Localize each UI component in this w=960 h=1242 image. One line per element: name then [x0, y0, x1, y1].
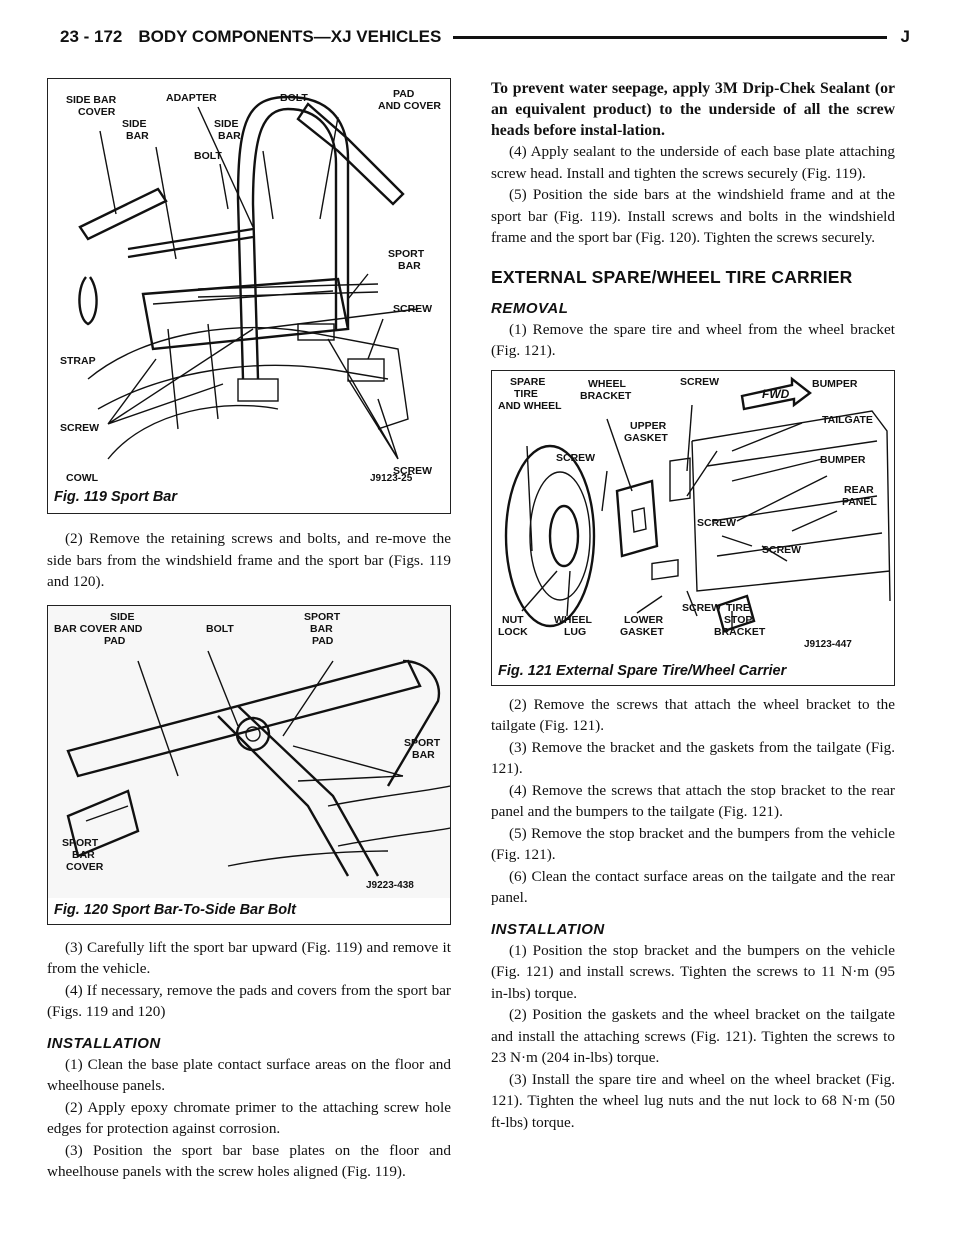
- label-side-bar-cover-2: COVER: [78, 106, 116, 118]
- label-sport-bar-2: BAR: [412, 748, 435, 761]
- label-lower-gasket-1: LOWER: [624, 613, 664, 626]
- label-side-bar-cover-1: SIDE BAR: [66, 94, 117, 106]
- label-spare-2: TIRE: [514, 387, 538, 400]
- label-sport-bar-cover-3: COVER: [66, 860, 104, 873]
- label-sport-bar-1: SPORT: [404, 736, 441, 749]
- label-tire-stop-3: BRACKET: [714, 625, 766, 638]
- paragraph: (1) Clean the base plate contact surface areas on the floor and wheelhouse panels.: [47, 1055, 451, 1094]
- label-sport-bar-pad-2: BAR: [310, 622, 333, 635]
- svg-text:REARPANEL: [842, 484, 877, 508]
- paragraph: (5) Remove the stop bracket and the bumpers from the vehicle (Fig. 121).: [491, 824, 895, 863]
- figure-119: [47, 78, 451, 514]
- label-spare-1: SPARE: [510, 375, 546, 388]
- figure-120: [47, 605, 451, 925]
- label-bolt-a: BOLT: [194, 150, 222, 162]
- label-pad-cover-1: PAD: [393, 88, 415, 100]
- paragraph: (2) Position the gaskets and the wheel bracket on the tailgate and install the attaching screws (Fig. 121). Tighten the screws to 23 N·m (204 in-lbs) torque.: [491, 1006, 895, 1066]
- svg-text:SPARETIREAND WHEEL: [498, 376, 562, 412]
- label-upper-gasket-2: GASKET: [624, 431, 668, 444]
- label-bumper-2: BUMPER: [820, 453, 866, 466]
- page-number: 23 - 172: [60, 27, 123, 46]
- svg-text:SPORTBAR: [388, 248, 425, 272]
- label-strap: STRAP: [60, 355, 96, 367]
- svg-text:LOWERGASKET: [620, 614, 664, 638]
- paragraph: (3) Position the sport bar base plates on the floor and wheelhouse panels with the screw holes aligned (Fig. 119).: [47, 1141, 451, 1180]
- paragraph: (6) Clean the contact surface areas on the tailgate and the rear panel.: [491, 867, 895, 906]
- label-wheel-lug-1: WHEEL: [554, 613, 592, 626]
- sealant-note: To prevent water seepage, apply 3M Drip-Chek Sealant (or an equivalent product) to the underside of all the screw heads before instal-lation.: [491, 80, 895, 139]
- paragraph: (1) Position the stop bracket and the bumpers on the vehicle (Fig. 121) and install screws. Tighten the screws to 11 N·m (95 in-lbs) torque.: [491, 941, 895, 1002]
- right-column: [491, 78, 895, 1133]
- installation-heading: INSTALLATION: [47, 1034, 161, 1052]
- left-column: [47, 78, 451, 1183]
- label-upper-gasket-1: UPPER: [630, 419, 667, 432]
- label-sport-bar-1: SPORT: [388, 248, 425, 260]
- label-spare-3: AND WHEEL: [498, 399, 562, 412]
- label-side-bar-a-1: SIDE: [122, 118, 147, 130]
- svg-text:WHEELBRACKET: [580, 378, 632, 402]
- sport-bar-bolt-illustration: [48, 606, 450, 898]
- svg-text:SIDEBAR: [214, 118, 241, 142]
- paragraph: (3) Remove the bracket and the gaskets from the tailgate (Fig. 121).: [491, 738, 895, 777]
- label-screw-c: SCREW: [393, 465, 433, 477]
- paragraph: (5) Position the side bars at the windshield frame and at the sport bar (Fig. 119). Install screws and bolts in the windshield frame and the sport bar (Fig. 120). Tighten the screws securely.: [491, 186, 895, 246]
- label-cowl: COWL: [66, 472, 99, 484]
- label-nut-lock-1: NUT: [502, 613, 524, 626]
- figure-code-119: J9123-25: [370, 473, 413, 484]
- label-side-1: SIDE: [110, 610, 135, 623]
- label-wheel-bracket-2: BRACKET: [580, 389, 632, 402]
- label-screw-1: SCREW: [680, 375, 720, 388]
- label-wheel-bracket-1: WHEEL: [588, 377, 626, 390]
- spare-tire-carrier-illustration: [492, 371, 894, 659]
- svg-text:SIDEBAR: [122, 118, 149, 142]
- sport-bar-illustration: [48, 79, 450, 485]
- paragraph: (2) Apply epoxy chromate primer to the attaching screw hole edges for protection against corrosion.: [47, 1098, 451, 1137]
- label-rear-panel-2: PANEL: [842, 495, 877, 508]
- label-tailgate: TAILGATE: [822, 413, 873, 426]
- label-pad-cover-2: AND COVER: [378, 100, 442, 112]
- removal-heading: REMOVAL: [491, 299, 569, 317]
- label-adapter: ADAPTER: [166, 92, 217, 104]
- paragraph: (4) Apply sealant to the underside of each base plate attaching screw head. Install and tighten the screws securely (Fig. 119).: [491, 143, 895, 182]
- svg-text:NUTLOCK: [498, 614, 528, 638]
- label-side-3: PAD: [104, 634, 126, 647]
- label-sport-bar-pad-3: PAD: [312, 634, 334, 647]
- label-bolt-b: BOLT: [280, 92, 308, 104]
- figure-code-121: J9123-447: [804, 638, 852, 650]
- label-tire-stop-1: TIRE: [726, 601, 750, 614]
- paragraph: (2) Remove the screws that attach the wheel bracket to the tailgate (Fig. 121).: [491, 695, 895, 734]
- figure-120-caption: Fig. 120 Sport Bar-To-Side Bar Bolt: [54, 901, 296, 918]
- svg-text:UPPERGASKET: [624, 420, 668, 444]
- fwd-arrow-label: FWD: [762, 386, 790, 401]
- paragraph: (4) If necessary, remove the pads and covers from the sport bar (Figs. 119 and 120): [47, 981, 451, 1020]
- svg-text:WHEELLUG: [554, 614, 593, 638]
- section-heading: EXTERNAL SPARE/WHEEL TIRE CARRIER: [491, 266, 853, 287]
- label-screw-5: SCREW: [682, 601, 722, 614]
- label-sport-bar-2: BAR: [398, 260, 421, 272]
- label-sport-bar-cover-2: BAR: [72, 848, 95, 861]
- header-letter: J: [900, 27, 910, 46]
- label-rear-panel-1: REAR: [844, 483, 874, 496]
- label-screw-3: SCREW: [697, 516, 737, 529]
- paragraph: (2) Remove the retaining screws and bolts, and re-move the side bars from the windshield frame and the sport bar (Figs. 119 and 120).: [47, 530, 451, 590]
- label-sport-bar-cover-1: SPORT: [62, 836, 99, 849]
- label-bolt: BOLT: [206, 622, 234, 635]
- label-screw-a: SCREW: [393, 303, 433, 315]
- label-wheel-lug-2: LUG: [564, 625, 587, 638]
- label-screw-2: SCREW: [556, 451, 596, 464]
- figure-119-caption: Fig. 119 Sport Bar: [54, 489, 178, 505]
- label-side-bar-b-1: SIDE: [214, 118, 239, 130]
- label-side-bar-a-2: BAR: [126, 130, 149, 142]
- header-rule: [453, 36, 886, 39]
- label-tire-stop-2: STOP: [724, 613, 753, 626]
- figure-121-caption: Fig. 121 External Spare Tire/Wheel Carrier: [498, 662, 787, 679]
- label-screw-4: SCREW: [762, 543, 802, 556]
- label-nut-lock-2: LOCK: [498, 625, 528, 638]
- paragraph: (4) Remove the screws that attach the stop bracket to the rear panel and the bumpers to the tailgate (Fig. 121).: [491, 781, 895, 820]
- svg-text:SIDE BARCOVER: [66, 94, 117, 118]
- chapter-title: BODY COMPONENTS—XJ VEHICLES: [138, 27, 442, 46]
- paragraph: (3) Carefully lift the sport bar upward (Fig. 119) and remove it from the vehicle.: [47, 938, 451, 977]
- page-header: [60, 22, 910, 52]
- installation-heading-2: INSTALLATION: [491, 920, 605, 938]
- paragraph: (3) Install the spare tire and wheel on the wheel bracket (Fig. 121). Tighten the wheel lug nuts and the nut lock to 68 N·m (50 ft-lbs) torque.: [491, 1070, 895, 1131]
- label-lower-gasket-2: GASKET: [620, 625, 664, 638]
- paragraph: (1) Remove the spare tire and wheel from the wheel bracket (Fig. 121).: [491, 320, 895, 359]
- svg-text:PADAND COVER: [378, 88, 441, 112]
- label-screw-b: SCREW: [60, 422, 100, 434]
- label-bumper-1: BUMPER: [812, 377, 858, 390]
- figure-code-120: J9223-438: [366, 879, 414, 891]
- label-side-bar-b-2: BAR: [218, 130, 241, 142]
- figure-121: [491, 370, 895, 686]
- label-sport-bar-pad-1: SPORT: [304, 610, 341, 623]
- label-side-2: BAR COVER AND: [54, 622, 143, 635]
